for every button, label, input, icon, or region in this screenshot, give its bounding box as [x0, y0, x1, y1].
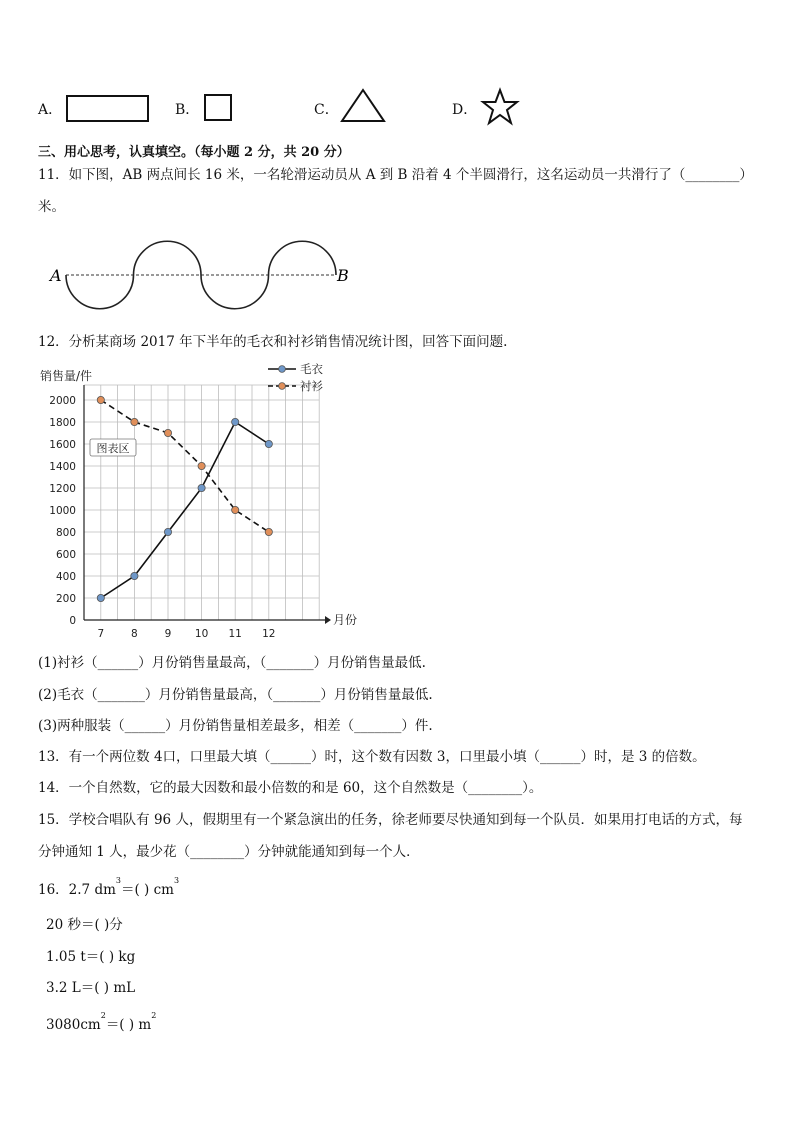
- data-point: [232, 506, 239, 513]
- semicircle-3: [201, 275, 269, 309]
- question-11-line2: 米。: [38, 199, 65, 215]
- legend-marker-0: [279, 366, 286, 373]
- legend-label-1: 衬衫: [300, 379, 323, 393]
- semicircle-diagram: [40, 232, 370, 316]
- section-title: 三、用心思考，认真填空。（每小题 2 分，共 20 分）: [38, 145, 350, 160]
- q16-l1-pre: 16．2.7 dm: [38, 882, 116, 898]
- data-point: [232, 418, 239, 425]
- legend-marker-1: [279, 383, 286, 390]
- question-16-line5: [46, 1013, 156, 1033]
- sales-line-chart: [34, 360, 374, 640]
- q16-l5-pre: 3080cm: [46, 1017, 101, 1033]
- question-11-line1: 11．如下图，AB 两点间长 16 米，一名轮滑运动员从 A 到 B 沿着 4 个半圆滑行，这名运动员一共滑行了（________）: [38, 167, 753, 183]
- chart-area-tooltip-label: 图表区: [96, 442, 130, 455]
- x-tick-label: 7: [97, 628, 105, 640]
- data-point: [164, 528, 171, 535]
- triangle-icon: [340, 88, 386, 124]
- y-tick-label: 400: [55, 571, 76, 583]
- q16-l1-mid: ＝( ) cm: [120, 882, 174, 898]
- y-tick-label: 600: [55, 549, 76, 561]
- x-tick-label: 11: [228, 628, 242, 640]
- data-point: [265, 440, 272, 447]
- x-axis-arrow: [325, 616, 331, 624]
- q16-l1-sup: 3: [115, 876, 121, 885]
- question-15-line1: 15．学校合唱队有 96 人，假期里有一个紧急演出的任务，徐老师要尽快通知到每一个队员．如果用打电话的方式，每: [38, 812, 743, 828]
- y-tick-label: 200: [55, 593, 76, 605]
- option-c-label: C．: [314, 102, 339, 118]
- q16-l5-mid: ＝( ) m: [105, 1017, 152, 1033]
- rectangle-icon: [66, 95, 149, 122]
- y-tick-label: 0: [69, 615, 76, 627]
- data-point: [198, 462, 205, 469]
- data-point: [97, 594, 104, 601]
- question-14: 14．一个自然数，它的最大因数和最小倍数的和是 60，这个自然数是（________）。: [38, 780, 543, 796]
- y-tick-label: 800: [55, 527, 76, 539]
- data-point: [198, 484, 205, 491]
- point-b-label: B: [337, 266, 349, 285]
- option-a-label: A．: [38, 102, 63, 118]
- y-tick-label: 1400: [49, 461, 76, 473]
- q16-l5-sup: 2: [100, 1011, 106, 1020]
- y-axis-label: 销售量/件: [40, 369, 93, 383]
- y-tick-label: 1200: [49, 483, 76, 495]
- question-12-sub1: (1)衬衫（______）月份销售量最高，（_______）月份销售量最低.: [38, 655, 426, 671]
- question-16-line3: 1.05 t＝( ) kg: [46, 949, 136, 965]
- question-16-line2: 20 秒＝( )分: [46, 917, 123, 933]
- q16-l1-sup2: 3: [173, 876, 180, 885]
- x-tick-label: 12: [262, 628, 276, 640]
- semicircle-4: [269, 241, 337, 275]
- x-tick-label: 9: [164, 628, 172, 640]
- option-b-label: B．: [175, 102, 200, 118]
- x-tick-label: 8: [131, 628, 138, 640]
- question-15-line2: 分钟通知 1 人，最少花（________）分钟就能通知到每一个人．: [38, 844, 420, 860]
- star-icon: [480, 87, 520, 127]
- question-16-line4: 3.2 L＝( ) mL: [46, 980, 136, 996]
- semicircle-2: [134, 241, 202, 275]
- legend-label-0: 毛衣: [300, 362, 323, 376]
- y-tick-label: 1600: [49, 439, 76, 451]
- question-12-sub2: (2)毛衣（_______）月份销售量最高，（_______）月份销售量最低.: [38, 687, 433, 703]
- option-d-label: D．: [452, 102, 478, 118]
- square-icon: [204, 94, 232, 121]
- y-tick-label: 1800: [49, 417, 76, 429]
- point-a-label: A: [50, 266, 62, 285]
- y-tick-label: 2000: [49, 395, 76, 407]
- question-16-line1: [38, 878, 179, 898]
- data-point: [265, 528, 272, 535]
- question-12-sub3: (3)两种服装（______）月份销售量相差最多，相差（_______）件.: [38, 718, 433, 734]
- data-point: [131, 572, 138, 579]
- data-point: [131, 418, 138, 425]
- x-axis-label: 月份: [333, 613, 358, 627]
- data-point: [164, 429, 171, 436]
- question-13: 13．有一个两位数 4口，口里最大填（______）时，这个数有因数 3，口里最小填（______）时，是 3 的倍数。: [38, 749, 706, 765]
- y-tick-label: 1000: [49, 505, 76, 517]
- semicircle-1: [66, 275, 134, 309]
- x-tick-label: 10: [194, 628, 209, 640]
- data-point: [97, 396, 104, 403]
- question-12-intro: 12．分析某商场 2017 年下半年的毛衣和衬衫销售情况统计图，回答下面问题.: [38, 334, 508, 350]
- q16-l5-sup2: 2: [151, 1011, 157, 1020]
